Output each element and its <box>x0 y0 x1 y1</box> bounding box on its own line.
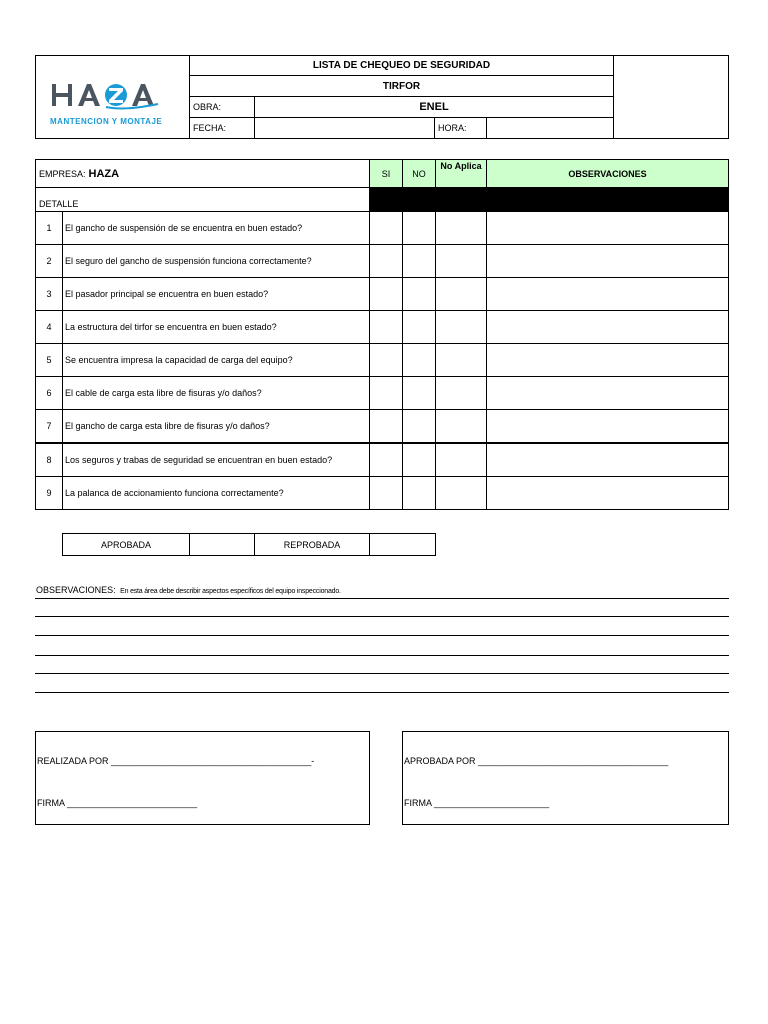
haza-logo-mark <box>50 80 175 110</box>
observaciones-line-3[interactable] <box>35 635 729 636</box>
firma-left-field[interactable]: FIRMA __________________________ <box>37 798 198 808</box>
empresa-label: EMPRESA: <box>39 168 86 179</box>
item-si-checkbox[interactable] <box>369 277 403 311</box>
item-si-checkbox[interactable] <box>369 244 403 278</box>
item-question: La palanca de accionamiento funciona correctamente? <box>62 476 370 510</box>
item-na-checkbox[interactable] <box>435 211 487 245</box>
document-subtitle: TIRFOR <box>189 75 614 97</box>
item-question: El pasador principal se encuentra en buen estado? <box>62 277 370 311</box>
observaciones-heading <box>36 580 341 598</box>
header-right-cell <box>613 55 729 139</box>
item-no-checkbox[interactable] <box>402 409 436 443</box>
item-observation-field[interactable] <box>486 476 729 510</box>
item-na-checkbox[interactable] <box>435 409 487 443</box>
item-number: 5 <box>35 343 63 377</box>
item-question: El gancho de suspensión de se encuentra en buen estado? <box>62 211 370 245</box>
observaciones-line-6[interactable] <box>35 692 729 693</box>
fecha-label: FECHA: <box>189 117 255 139</box>
empresa-cell <box>35 159 370 188</box>
item-na-checkbox[interactable] <box>435 376 487 410</box>
aprobada-por-field[interactable]: APROBADA POR ______________________________________ <box>404 756 669 766</box>
detalle-label: DETALLE <box>35 187 370 212</box>
item-observation-field[interactable] <box>486 244 729 278</box>
observaciones-line-5[interactable] <box>35 673 729 674</box>
item-no-checkbox[interactable] <box>402 376 436 410</box>
item-si-checkbox[interactable] <box>369 310 403 344</box>
column-no: NO <box>402 159 436 188</box>
item-observation-field[interactable] <box>486 443 729 477</box>
item-observation-field[interactable] <box>486 310 729 344</box>
hora-label: HORA: <box>434 117 487 139</box>
fecha-field[interactable] <box>254 117 435 139</box>
firma-right-field[interactable]: FIRMA _______________________ <box>404 798 550 808</box>
item-question: El cable de carga esta libre de fisuras y/o daños? <box>62 376 370 410</box>
observaciones-hint: En esta área debe describir aspectos específicos del equipo inspeccionado. <box>120 588 341 595</box>
item-question: El seguro del gancho de suspensión funciona correctamente? <box>62 244 370 278</box>
empresa-value: HAZA <box>88 167 120 180</box>
item-na-checkbox[interactable] <box>435 277 487 311</box>
item-number: 2 <box>35 244 63 278</box>
obra-field[interactable]: ENEL <box>254 96 614 118</box>
item-na-checkbox[interactable] <box>435 310 487 344</box>
item-si-checkbox[interactable] <box>369 343 403 377</box>
obra-label: OBRA: <box>189 96 255 118</box>
realizada-por-field[interactable]: REALIZADA POR ________________________________________- <box>37 756 315 766</box>
aprobada-label: APROBADA <box>62 533 190 556</box>
item-si-checkbox[interactable] <box>369 476 403 510</box>
item-no-checkbox[interactable] <box>402 277 436 311</box>
item-no-checkbox[interactable] <box>402 476 436 510</box>
item-no-checkbox[interactable] <box>402 443 436 477</box>
item-na-checkbox[interactable] <box>435 476 487 510</box>
company-logo <box>50 80 175 124</box>
item-number: 9 <box>35 476 63 510</box>
realizada-box <box>35 731 370 825</box>
item-observation-field[interactable] <box>486 277 729 311</box>
item-question: Los seguros y trabas de seguridad se encuentran en buen estado? <box>62 443 370 477</box>
item-si-checkbox[interactable] <box>369 409 403 443</box>
item-number: 4 <box>35 310 63 344</box>
item-no-checkbox[interactable] <box>402 343 436 377</box>
column-si: SI <box>369 159 403 188</box>
observaciones-line-4[interactable] <box>35 655 729 656</box>
aprobada-box <box>402 731 729 825</box>
item-number: 1 <box>35 211 63 245</box>
aprobada-checkbox[interactable] <box>189 533 255 556</box>
item-si-checkbox[interactable] <box>369 211 403 245</box>
item-number: 3 <box>35 277 63 311</box>
item-observation-field[interactable] <box>486 343 729 377</box>
observaciones-line-1[interactable] <box>35 598 729 599</box>
item-na-checkbox[interactable] <box>435 443 487 477</box>
item-observation-field[interactable] <box>486 211 729 245</box>
item-no-checkbox[interactable] <box>402 310 436 344</box>
logo-subtitle: MANTENCION Y MONTAJE <box>50 117 163 126</box>
item-question: El gancho de carga esta libre de fisuras y/o daños? <box>62 409 370 443</box>
document-title: LISTA DE CHEQUEO DE SEGURIDAD <box>189 55 614 76</box>
column-observaciones: OBSERVACIONES <box>486 159 729 188</box>
item-na-checkbox[interactable] <box>435 343 487 377</box>
item-no-checkbox[interactable] <box>402 244 436 278</box>
item-si-checkbox[interactable] <box>369 443 403 477</box>
item-observation-field[interactable] <box>486 376 729 410</box>
reprobada-label: REPROBADA <box>254 533 370 556</box>
item-number: 8 <box>35 443 63 477</box>
observaciones-line-2[interactable] <box>35 616 729 617</box>
item-no-checkbox[interactable] <box>402 211 436 245</box>
observaciones-label: OBSERVACIONES: <box>36 585 116 595</box>
item-number: 6 <box>35 376 63 410</box>
column-no-aplica: No Aplica <box>435 159 487 188</box>
item-na-checkbox[interactable] <box>435 244 487 278</box>
item-si-checkbox[interactable] <box>369 376 403 410</box>
item-observation-field[interactable] <box>486 409 729 443</box>
item-question: Se encuentra impresa la capacidad de carga del equipo? <box>62 343 370 377</box>
item-number: 7 <box>35 409 63 443</box>
reprobada-checkbox[interactable] <box>369 533 436 556</box>
detalle-header-bar <box>369 187 729 212</box>
hora-field[interactable] <box>486 117 614 139</box>
item-question: La estructura del tirfor se encuentra en buen estado? <box>62 310 370 344</box>
